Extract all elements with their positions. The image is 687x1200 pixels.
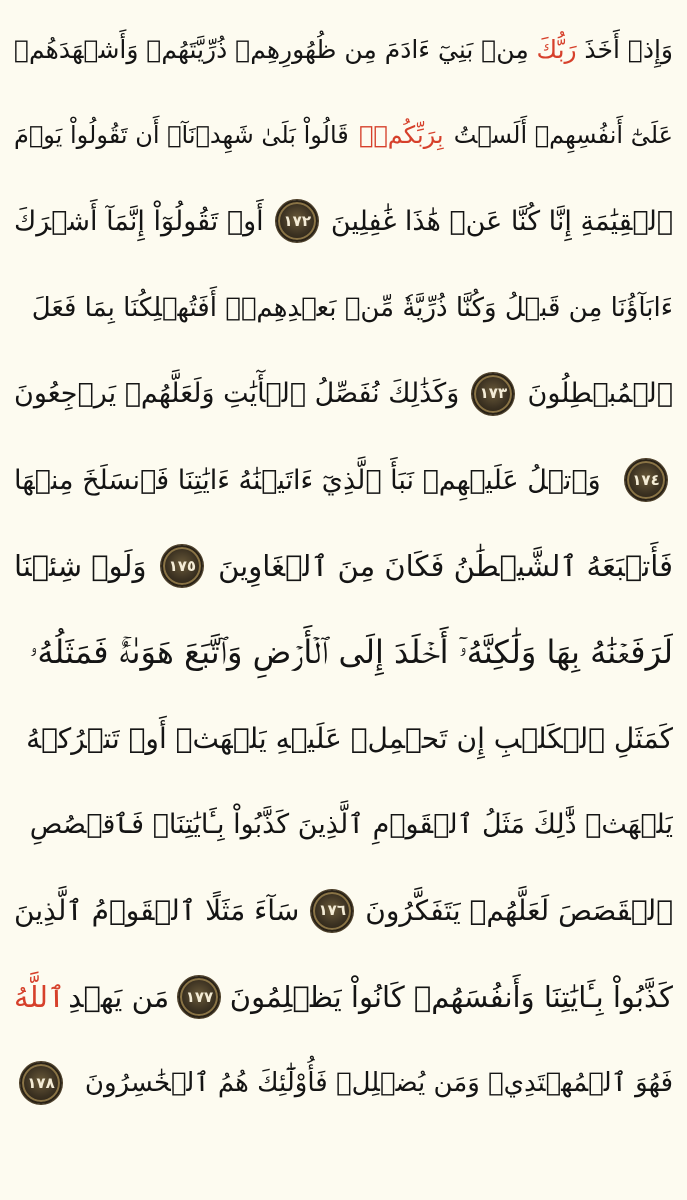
divine-name-text: ٱللَّهُ xyxy=(14,979,66,1014)
verse-line xyxy=(14,696,673,782)
ayah-number-marker: ١٧٨ xyxy=(20,1062,62,1104)
verse-line xyxy=(14,6,673,92)
verse-text: ٱلۡمُبۡطِلُونَ xyxy=(527,378,673,410)
verse-text: عَلَىٰٓ أَنفُسِهِمۡ أَلَسۡتُ xyxy=(453,121,673,150)
verse-line xyxy=(14,178,673,264)
verse-line xyxy=(14,954,673,1040)
verse-text: ٱلۡقِيَٰمَةِ إِنَّا كُنَّا عَنۡ هَٰذَا غَٰفِلِينَ xyxy=(330,205,673,237)
verse-text: ٱلۡقَصَصَ لَعَلَّهُمۡ يَتَفَكَّرُونَ xyxy=(365,893,673,927)
verse-text: وَٱتۡلُ عَلَيۡهِمۡ نَبَأَ ٱلَّذِيٓ ءَاتَيۡنَٰهُ ءَايَٰتِنَا فَٱنسَلَخَ مِنۡهَا xyxy=(14,464,601,496)
ayah-number-marker: ١٧٧ xyxy=(178,976,220,1018)
verse-line xyxy=(14,351,673,437)
verse-text: قَالُواْ بَلَىٰ شَهِدۡنَآۚ أَن تَقُولُواْ يَوۡمَ xyxy=(14,121,349,150)
verse-text: كَذَّبُواْ بِـَٔايَٰتِنَا وَأَنفُسَهُمۡ كَانُواْ يَظۡلِمُونَ xyxy=(229,979,673,1014)
verse-text: كَمَثَلِ ٱلۡكَلۡبِ إِن تَحۡمِلۡ عَلَيۡهِ يَلۡهَثۡ أَوۡ تَتۡرُكۡهُ xyxy=(26,721,673,755)
verse-text: مَن يَهۡدِ xyxy=(68,979,170,1014)
verse-text: يَلۡهَثۚ ذَّٰلِكَ مَثَلُ ٱلۡقَوۡمِ ٱلَّذِينَ كَذَّبُواْ بِـَٔايَٰتِنَاۚ فَٱقۡصُصِ xyxy=(29,809,673,841)
ayah-number-marker: ١٧٥ xyxy=(161,545,203,587)
verse-text: لَرَفَعۡنَٰهُ بِهَا وَلَٰكِنَّهُۥٓ أَخۡلَدَ إِلَى ٱلۡأَرۡضِ وَٱتَّبَعَ هَوَىٰهُۚ فَمَثَلُهُۥ xyxy=(29,633,673,672)
divine-name-text: بِرَبِّكُمۡۖ xyxy=(358,121,444,150)
verse-line xyxy=(14,1040,673,1126)
verse-line xyxy=(14,523,673,609)
verse-line xyxy=(14,609,673,695)
verse-text: أَوۡ تَقُولُوٓاْ إِنَّمَآ أَشۡرَكَ xyxy=(14,205,264,237)
verse-text: مِنۢ بَنِيٓ ءَادَمَ مِن ظُهُورِهِمۡ ذُرِّيَّتَهُمۡ وَأَشۡهَدَهُمۡ xyxy=(14,34,529,64)
verse-line xyxy=(14,782,673,868)
ayah-number-marker: ١٧٤ xyxy=(625,459,667,501)
verse-line xyxy=(14,868,673,954)
verse-text: سَآءَ مَثَلًا ٱلۡقَوۡمُ ٱلَّذِينَ xyxy=(14,893,300,927)
ayah-number-marker: ١٧٦ xyxy=(311,890,353,932)
verse-text: وَإِذۡ أَخَذَ xyxy=(584,34,673,64)
verse-text: وَكَذَٰلِكَ نُفَصِّلُ ٱلۡأٓيَٰتِ وَلَعَلَّهُمۡ يَرۡجِعُونَ xyxy=(14,378,460,410)
verse-line xyxy=(14,437,673,523)
verse-text: فَأَتۡبَعَهُ ٱلشَّيۡطَٰنُ فَكَانَ مِنَ ٱلۡغَاوِينَ xyxy=(218,548,673,583)
verse-text: ءَابَآؤُنَا مِن قَبۡلُ وَكُنَّا ذُرِّيَّةٗ مِّنۢ بَعۡدِهِمۡۖ أَفَتُهۡلِكُنَا بِمَا فَعَلَ xyxy=(31,292,673,323)
ayah-number-marker: ١٧٣ xyxy=(472,373,514,415)
verse-text: وَلَوۡ شِئۡنَا xyxy=(14,548,147,583)
verse-text: فَهُوَ ٱلۡمُهۡتَدِيۖ وَمَن يُضۡلِلۡ فَأُوْلَٰٓئِكَ هُمُ ٱلۡخَٰسِرُونَ xyxy=(84,1068,673,1099)
divine-name-text: رَبُّكَ xyxy=(536,34,577,64)
verse-line xyxy=(14,92,673,178)
ayah-number-marker: ١٧٢ xyxy=(276,200,318,242)
verse-line xyxy=(14,265,673,351)
